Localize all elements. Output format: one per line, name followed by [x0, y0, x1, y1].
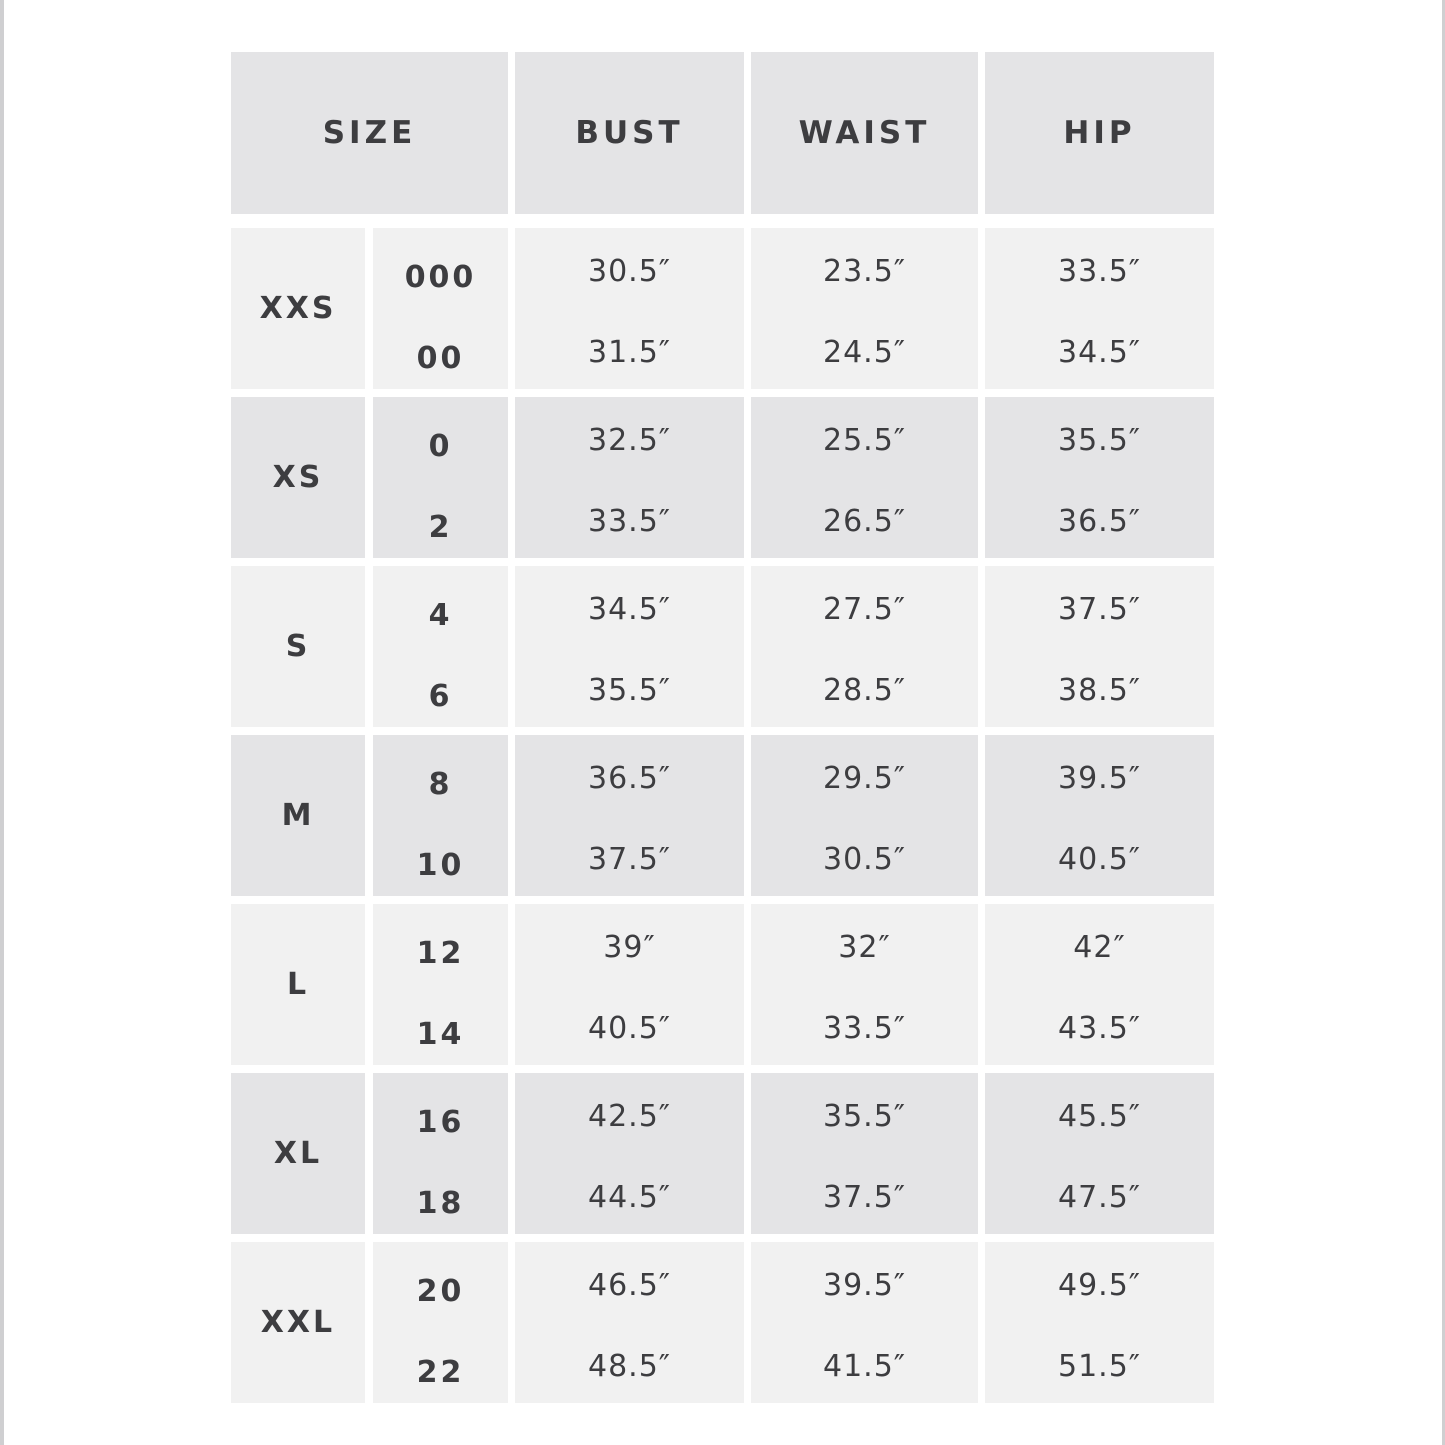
numeric-size-value: 8 — [428, 767, 453, 802]
size-group-label: M — [281, 798, 315, 833]
header-waist — [751, 52, 978, 214]
numeric-size-value: 22 — [416, 1355, 465, 1390]
header-bust — [515, 52, 744, 214]
waist-value: 25.5″ — [822, 423, 906, 458]
hip-cell — [985, 904, 1214, 1065]
size-group-cell — [231, 1242, 365, 1403]
waist-value: 37.5″ — [822, 1180, 906, 1215]
bust-value: 44.5″ — [587, 1180, 671, 1215]
hip-value: 40.5″ — [1057, 842, 1141, 877]
numeric-size-value: 16 — [416, 1105, 465, 1140]
bust-value: 39″ — [603, 930, 656, 965]
numeric-size-cell — [373, 1073, 508, 1234]
size-group-label: XXS — [259, 291, 337, 326]
hip-value: 42″ — [1073, 930, 1126, 965]
numeric-size-value: 4 — [428, 598, 453, 633]
waist-value: 27.5″ — [822, 592, 906, 627]
size-group-label: XXL — [260, 1305, 336, 1340]
waist-cell — [751, 566, 978, 727]
header-waist-label: WAIST — [798, 115, 931, 151]
waist-cell — [751, 397, 978, 558]
numeric-size-value: 000 — [404, 260, 477, 295]
hip-value: 33.5″ — [1057, 254, 1141, 289]
hip-cell — [985, 735, 1214, 896]
header-size-label: SIZE — [322, 115, 417, 151]
numeric-size-value: 00 — [416, 341, 465, 376]
hip-cell — [985, 1242, 1214, 1403]
bust-value: 36.5″ — [587, 761, 671, 796]
size-group-cell — [231, 397, 365, 558]
bust-value: 34.5″ — [587, 592, 671, 627]
hip-value: 36.5″ — [1057, 504, 1141, 539]
bust-cell — [515, 735, 744, 896]
hip-value: 45.5″ — [1057, 1099, 1141, 1134]
waist-value: 23.5″ — [822, 254, 906, 289]
hip-value: 38.5″ — [1057, 673, 1141, 708]
numeric-size-cell — [373, 904, 508, 1065]
bust-cell — [515, 904, 744, 1065]
waist-value: 33.5″ — [822, 1011, 906, 1046]
hip-value: 47.5″ — [1057, 1180, 1141, 1215]
header-size — [231, 52, 508, 214]
waist-value: 29.5″ — [822, 761, 906, 796]
waist-value: 24.5″ — [822, 335, 906, 370]
numeric-size-value: 2 — [428, 510, 453, 545]
hip-value: 34.5″ — [1057, 335, 1141, 370]
size-group-label: L — [286, 967, 310, 1002]
bust-value: 33.5″ — [587, 504, 671, 539]
hip-value: 39.5″ — [1057, 761, 1141, 796]
bust-value: 37.5″ — [587, 842, 671, 877]
bust-cell — [515, 1242, 744, 1403]
waist-cell — [751, 1073, 978, 1234]
hip-cell — [985, 228, 1214, 389]
numeric-size-cell — [373, 1242, 508, 1403]
size-group-label: XS — [272, 460, 324, 495]
bust-value: 48.5″ — [587, 1349, 671, 1384]
header-bust-label: BUST — [575, 115, 684, 151]
numeric-size-value: 6 — [428, 679, 453, 714]
waist-value: 41.5″ — [822, 1349, 906, 1384]
hip-value: 35.5″ — [1057, 423, 1141, 458]
bust-cell — [515, 397, 744, 558]
hip-cell — [985, 566, 1214, 727]
size-group-label: S — [285, 629, 311, 664]
size-group-cell — [231, 1073, 365, 1234]
waist-value: 35.5″ — [822, 1099, 906, 1134]
header-hip-label: HIP — [1063, 115, 1136, 151]
waist-cell — [751, 1242, 978, 1403]
hip-cell — [985, 1073, 1214, 1234]
numeric-size-value: 18 — [416, 1186, 465, 1221]
numeric-size-value: 14 — [416, 1017, 465, 1052]
waist-cell — [751, 735, 978, 896]
numeric-size-value: 12 — [416, 936, 465, 971]
size-group-cell — [231, 566, 365, 727]
waist-cell — [751, 904, 978, 1065]
bust-value: 35.5″ — [587, 673, 671, 708]
hip-value: 49.5″ — [1057, 1268, 1141, 1303]
bust-value: 42.5″ — [587, 1099, 671, 1134]
bust-value: 30.5″ — [587, 254, 671, 289]
hip-value: 51.5″ — [1057, 1349, 1141, 1384]
size-group-cell — [231, 904, 365, 1065]
numeric-size-value: 0 — [428, 429, 453, 464]
hip-value: 43.5″ — [1057, 1011, 1141, 1046]
numeric-size-value: 20 — [416, 1274, 465, 1309]
size-group-label: XL — [273, 1136, 323, 1171]
hip-value: 37.5″ — [1057, 592, 1141, 627]
waist-value: 30.5″ — [822, 842, 906, 877]
size-group-cell — [231, 735, 365, 896]
numeric-size-cell — [373, 228, 508, 389]
hip-cell — [985, 397, 1214, 558]
waist-cell — [751, 228, 978, 389]
size-group-cell — [231, 228, 365, 389]
waist-value: 28.5″ — [822, 673, 906, 708]
waist-value: 32″ — [838, 930, 891, 965]
bust-value: 31.5″ — [587, 335, 671, 370]
numeric-size-cell — [373, 735, 508, 896]
bust-cell — [515, 566, 744, 727]
bust-cell — [515, 1073, 744, 1234]
waist-value: 26.5″ — [822, 504, 906, 539]
bust-cell — [515, 228, 744, 389]
bust-value: 32.5″ — [587, 423, 671, 458]
header-hip — [985, 52, 1214, 214]
bust-value: 40.5″ — [587, 1011, 671, 1046]
bust-value: 46.5″ — [587, 1268, 671, 1303]
numeric-size-cell — [373, 566, 508, 727]
waist-value: 39.5″ — [822, 1268, 906, 1303]
numeric-size-cell — [373, 397, 508, 558]
numeric-size-value: 10 — [416, 848, 465, 883]
